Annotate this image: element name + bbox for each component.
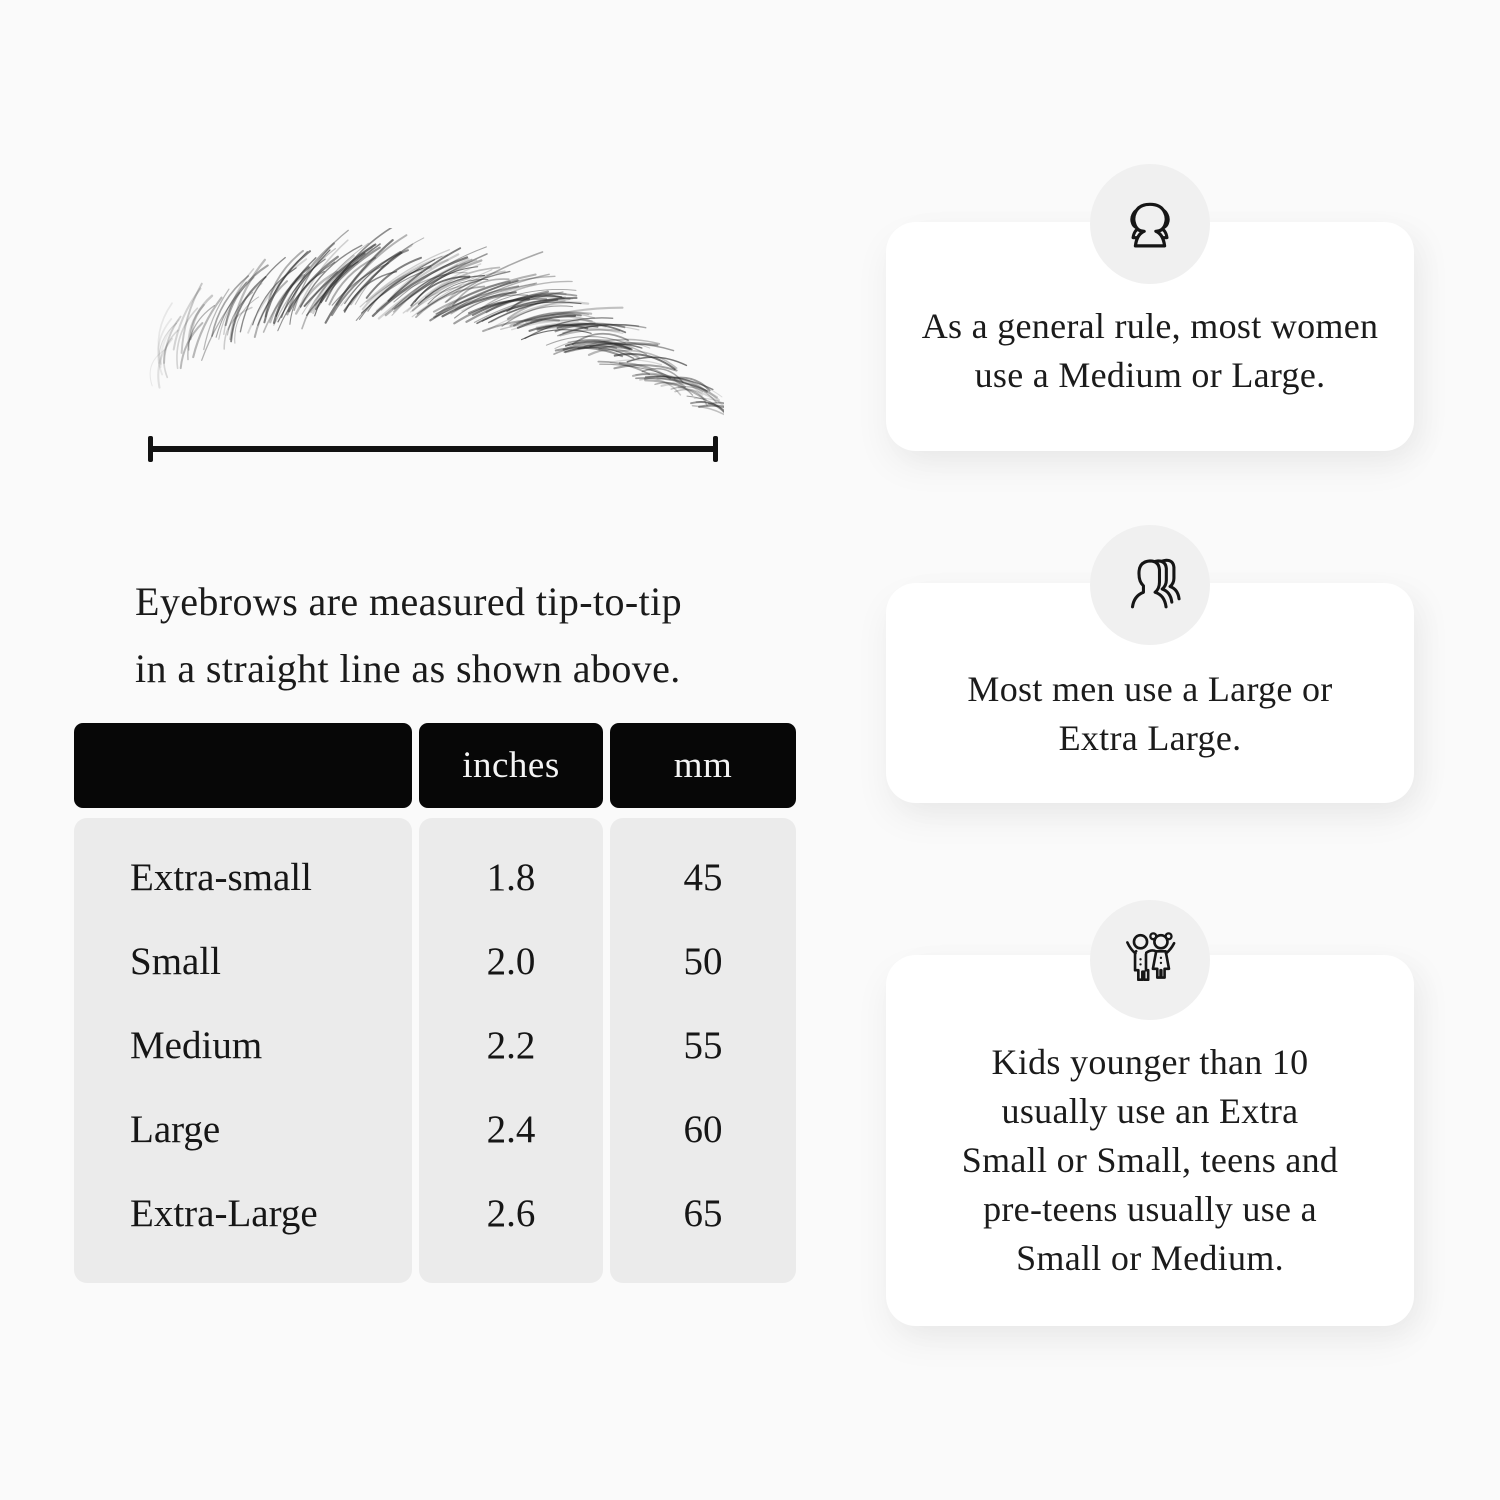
header-cell-inches: inches bbox=[419, 723, 603, 808]
card-text-line: use a Medium or Large. bbox=[974, 354, 1326, 395]
table-cell-mm: 65 bbox=[683, 1191, 723, 1235]
measurement-caption bbox=[135, 568, 775, 702]
table-row-label: Extra-small bbox=[130, 855, 312, 899]
card-text-line: Most men use a Large or bbox=[967, 669, 1333, 709]
measurement-bar bbox=[150, 446, 716, 452]
table-row-label: Large bbox=[130, 1107, 221, 1151]
card-text-line: As a general rule, most women bbox=[921, 305, 1379, 346]
measurement-line bbox=[148, 436, 718, 462]
table-row-label: Small bbox=[130, 939, 222, 983]
table-cell-mm: 60 bbox=[683, 1107, 723, 1151]
header-cell-mm: mm bbox=[610, 723, 796, 808]
card-text-line: Small or Small, teens and bbox=[961, 1140, 1339, 1180]
table-cell-inches: 2.6 bbox=[486, 1191, 536, 1235]
women-group-icon bbox=[1115, 189, 1185, 259]
table-cell-inches: 2.2 bbox=[486, 1023, 536, 1067]
children-icon bbox=[1115, 925, 1185, 995]
caption-line-2: in a straight line as shown above. bbox=[135, 646, 681, 691]
inches-column bbox=[419, 818, 603, 1283]
table-row-label: Extra-Large bbox=[130, 1191, 318, 1235]
card-text-line: Kids younger than 10 bbox=[991, 1042, 1309, 1082]
table-cell-inches: 2.0 bbox=[486, 939, 536, 983]
card-text-line: pre-teens usually use a bbox=[983, 1189, 1317, 1229]
measurement-tick-right bbox=[713, 436, 718, 462]
caption-line-1: Eyebrows are measured tip-to-tip bbox=[135, 579, 683, 624]
women-icon-circle bbox=[1090, 164, 1210, 284]
table-row-label: Medium bbox=[130, 1023, 263, 1067]
kids-icon-circle bbox=[1090, 900, 1210, 1020]
size-table bbox=[74, 723, 796, 1283]
men-group-icon bbox=[1115, 550, 1185, 620]
size-table-body bbox=[74, 818, 796, 1283]
size-table-header bbox=[74, 723, 796, 808]
table-cell-mm: 50 bbox=[683, 939, 723, 983]
size-label-column bbox=[74, 818, 412, 1283]
table-cell-mm: 45 bbox=[683, 855, 723, 899]
table-cell-inches: 2.4 bbox=[486, 1107, 536, 1151]
mm-column bbox=[610, 818, 796, 1283]
card-text-line: Small or Medium. bbox=[1016, 1238, 1284, 1278]
table-cell-mm: 55 bbox=[683, 1023, 723, 1067]
header-cell-size bbox=[74, 723, 412, 808]
men-icon-circle bbox=[1090, 525, 1210, 645]
card-text-line: usually use an Extra bbox=[1001, 1091, 1299, 1131]
eyebrow-illustration bbox=[138, 228, 724, 442]
card-text-line: Extra Large. bbox=[1058, 718, 1242, 758]
table-cell-inches: 1.8 bbox=[486, 855, 536, 899]
